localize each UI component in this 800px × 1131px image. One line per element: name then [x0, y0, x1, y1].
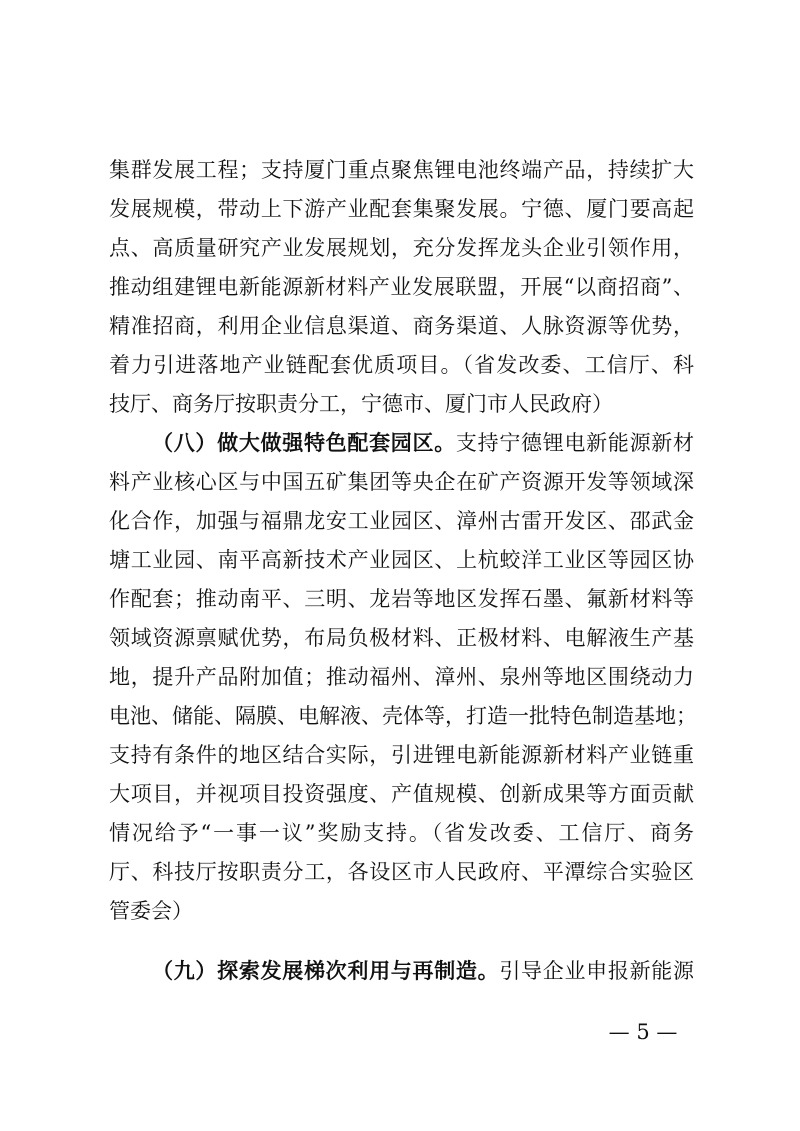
section-8-line: 大项目，并视项目投资强度、产值规模、创新成果等方面贡献: [109, 782, 694, 806]
section-8-line: 塘工业园、南平高新技术产业园区、上杭蛟洋工业区等园区协: [109, 548, 694, 572]
section-8-first-line: [152, 424, 694, 462]
section-8-line: 地，提升产品附加值；推动福州、漳州、泉州等地区围绕动力: [109, 665, 694, 689]
section-8-line: 领域资源禀赋优势，布局负极材料、正极材料、电解液生产基: [109, 626, 694, 650]
section-8-line: 化合作，加强与福鼎龙安工业园区、漳州古雷开发区、邵武金: [109, 509, 694, 533]
page-number: — 5 —: [608, 1020, 678, 1044]
section-8-line: 料产业核心区与中国五矿集团等央企在矿产资源开发等领域深: [109, 470, 694, 494]
section-8-first-line-text: 支持宁德锂电新能源新材: [455, 431, 695, 455]
body-line-1: 集群发展工程；支持厦门重点聚焦锂电池终端产品，持续扩大: [109, 158, 694, 182]
section-8-line: 情况给予“一事一议”奖励支持。（省发改委、工信厅、商务: [109, 821, 694, 845]
body-line-2: 发展规模，带动上下游产业配套集聚发展。宁德、厦门要高起: [109, 197, 694, 221]
body-line-7: 技厅、商务厅按职责分工，宁德市、厦门市人民政府）: [109, 392, 613, 416]
section-8-line: 电池、储能、隔膜、电解液、壳体等，打造一批特色制造基地；: [109, 704, 697, 728]
section-8-line: 厅、科技厅按职责分工，各设区市人民政府、平潭综合实验区: [109, 860, 694, 884]
section-8-line: 支持有条件的地区结合实际，引进锂电新能源新材料产业链重: [109, 743, 694, 767]
section-9-first-line-text: 引导企业申报新能源: [499, 959, 695, 983]
body-line-4: 推动组建锂电新能源新材料产业发展联盟，开展“以商招商”、: [109, 275, 694, 299]
section-9-heading: （九）探索发展梯次利用与再制造。: [152, 959, 500, 983]
body-line-5: 精准招商，利用企业信息渠道、商务渠道、人脉资源等优势，: [109, 314, 694, 338]
body-line-6: 着力引进落地产业链配套优质项目。（省发改委、工信厅、科: [109, 353, 694, 377]
body-line-3: 点、高质量研究产业发展规划，充分发挥龙头企业引领作用，: [109, 236, 694, 260]
section-8-heading: （八）做大做强特色配套园区。: [152, 431, 456, 455]
section-8-line: 管委会）: [109, 899, 193, 923]
section-9-first-line: [152, 952, 694, 990]
section-8-line: 作配套；推动南平、三明、龙岩等地区发挥石墨、氟新材料等: [109, 587, 694, 611]
